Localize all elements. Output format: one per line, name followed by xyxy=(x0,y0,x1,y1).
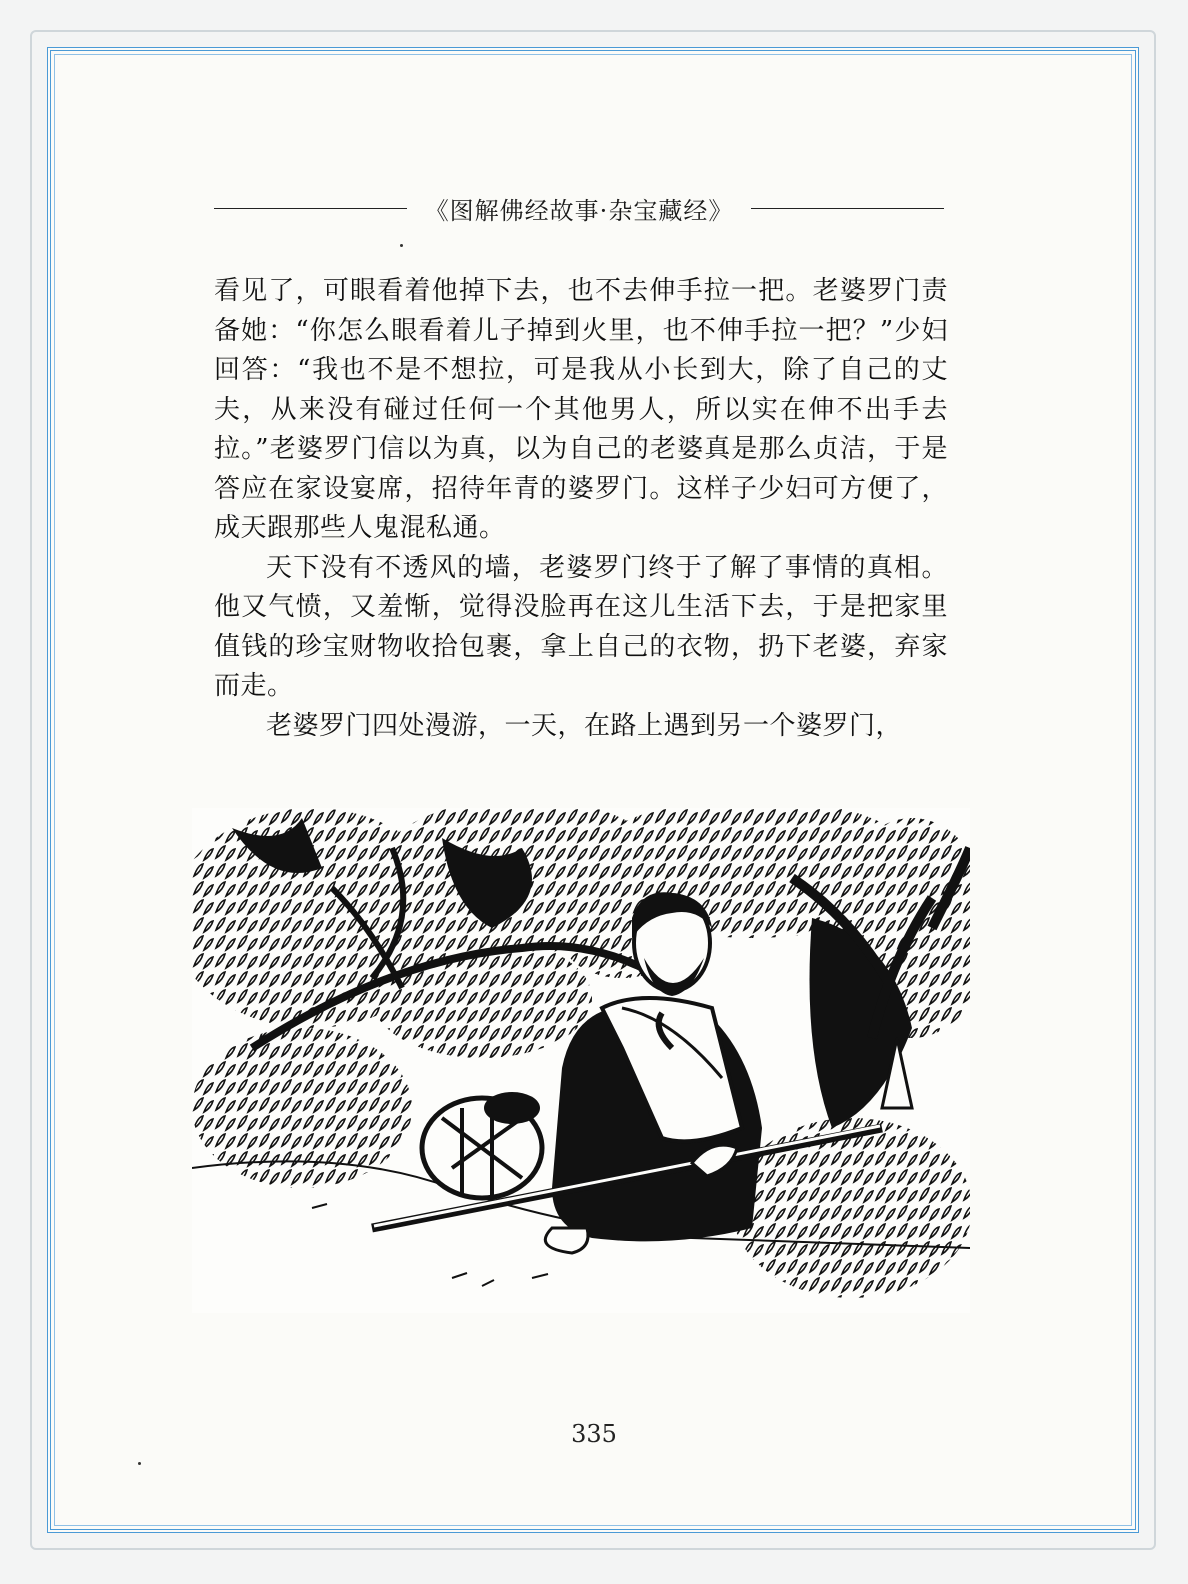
print-speck xyxy=(400,244,403,247)
body-text xyxy=(214,272,948,746)
page-number: 335 xyxy=(571,1420,617,1448)
header-title: 《图解佛经故事·杂宝藏经》 xyxy=(424,196,734,225)
paragraph-2: 天下没有不透风的墙，老婆罗门终于了解了事情的真相。他又气愤，又羞惭，觉得没脸再在这儿生活下去，于是把家里值钱的珍宝财物收拾包裹，拿上自己的衣物，扔下老婆，弃家而走。 xyxy=(214,552,948,701)
woodcut-illustration-icon xyxy=(192,808,970,1313)
running-header xyxy=(214,190,944,226)
header-rule-left xyxy=(214,208,407,209)
header-rule-right xyxy=(751,208,944,209)
paragraph-1: 看见了，可眼看着他掉下去，也不去伸手拉一把。老婆罗门责备她：“你怎么眼看着儿子掉到火里，也不伸手拉一把？”少妇回答：“我也不是不想拉，可是我从小长到大，除了自己的丈夫，从来没有碰过任何一个其他男人，所以实在伸不出手去拉。”老婆罗门信以为真，以为自己的老婆真是那么贞洁，于是答应在家设宴席，招待年青的婆罗门。这样子少妇可方便了，成天跟那些人鬼混私通。 xyxy=(214,276,948,543)
print-speck xyxy=(138,1462,141,1465)
paragraph-3: 老婆罗门四处漫游，一天，在路上遇到另一个婆罗门， xyxy=(266,710,903,741)
